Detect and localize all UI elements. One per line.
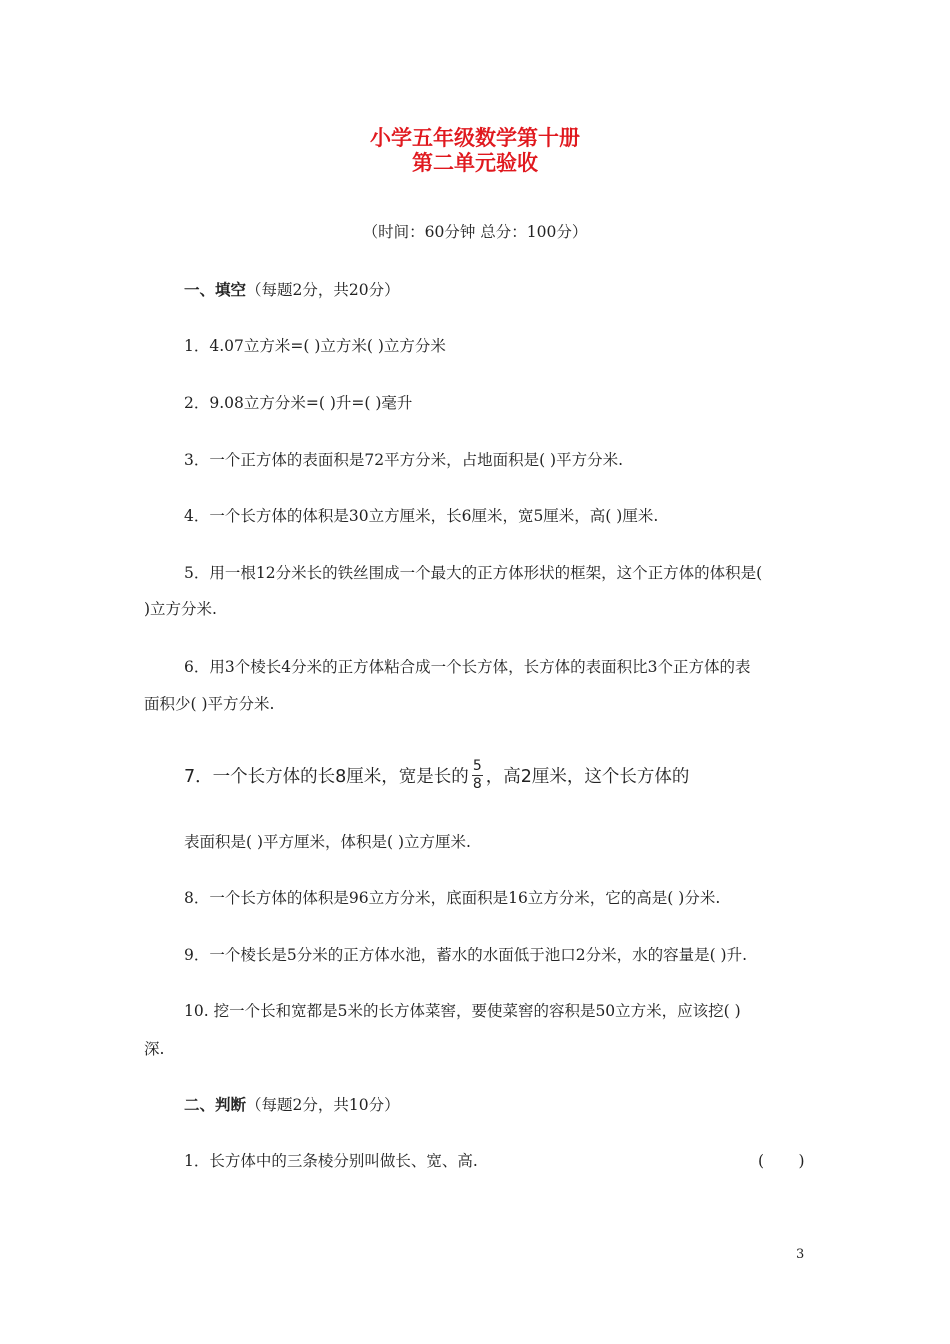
document-subtitle: 第二单元验收 (412, 150, 538, 175)
question-6-line-1: 6．用3个棱长4分米的正方体粘合成一个长方体，长方体的表面积比3个正方体的表 (184, 658, 751, 676)
exam-meta: （时间：60分钟 总分：100分） (362, 223, 588, 241)
judge-question-1: 1．长方体中的三条棱分别叫做长、宽、高. (184, 1152, 478, 1170)
question-2: 2．9.08立方分米=( )升=( )毫升 (184, 394, 413, 412)
question-10-line-1: 10. 挖一个长和宽都是5米的长方体菜窖，要使菜窖的容积是50立方米，应该挖( ) (184, 1002, 741, 1020)
section-2-heading (184, 1094, 400, 1116)
section-1-note: （每题2分，共20分） (246, 281, 400, 299)
question-10-line-2: 深. (144, 1040, 165, 1058)
judge-answer-paren-1: ( ) (758, 1152, 805, 1170)
question-4: 4．一个长方体的体积是30立方厘米，长6厘米，宽5厘米，高( )厘米. (184, 507, 659, 525)
question-3: 3．一个正方体的表面积是72平方分米，占地面积是( )平方分米. (184, 451, 624, 469)
question-6-line-2: 面积少( )平方分米. (144, 695, 275, 713)
section-2-title: 二、判断 (184, 1095, 247, 1114)
question-1: 1．4.07立方米=( )立方米( )立方分米 (184, 337, 446, 355)
fraction-denominator: 8 (472, 775, 482, 792)
question-7-line-1 (184, 752, 689, 798)
document-title: 小学五年级数学第十册 (370, 125, 580, 150)
question-7-line-2: 表面积是( )平方厘米，体积是( )立方厘米. (184, 833, 471, 851)
section-1-title: 一、填空 (184, 280, 247, 299)
question-5-line-1: 5．用一根12分米长的铁丝围成一个最大的正方体形状的框架，这个正方体的体积是( (184, 564, 763, 582)
question-5-line-2: )立方分米. (144, 600, 217, 618)
section-2-note: （每题2分，共10分） (246, 1096, 400, 1114)
question-9: 9．一个棱长是5分米的正方体水池，蓄水的水面低于池口2分米，水的容量是( )升. (184, 946, 748, 964)
question-8: 8．一个长方体的体积是96立方分米，底面积是16立方分米，它的高是( )分米. (184, 889, 721, 907)
page-number: 3 (796, 1247, 805, 1262)
section-1-heading (184, 279, 400, 301)
fraction-numerator: 5 (472, 757, 482, 774)
question-7-text-before: 7．一个长方体的长8厘米，宽是长的 (184, 766, 469, 787)
fraction-five-eighths (472, 759, 483, 792)
question-7-text-after: ，高2厘米，这个长方体的 (485, 766, 690, 787)
